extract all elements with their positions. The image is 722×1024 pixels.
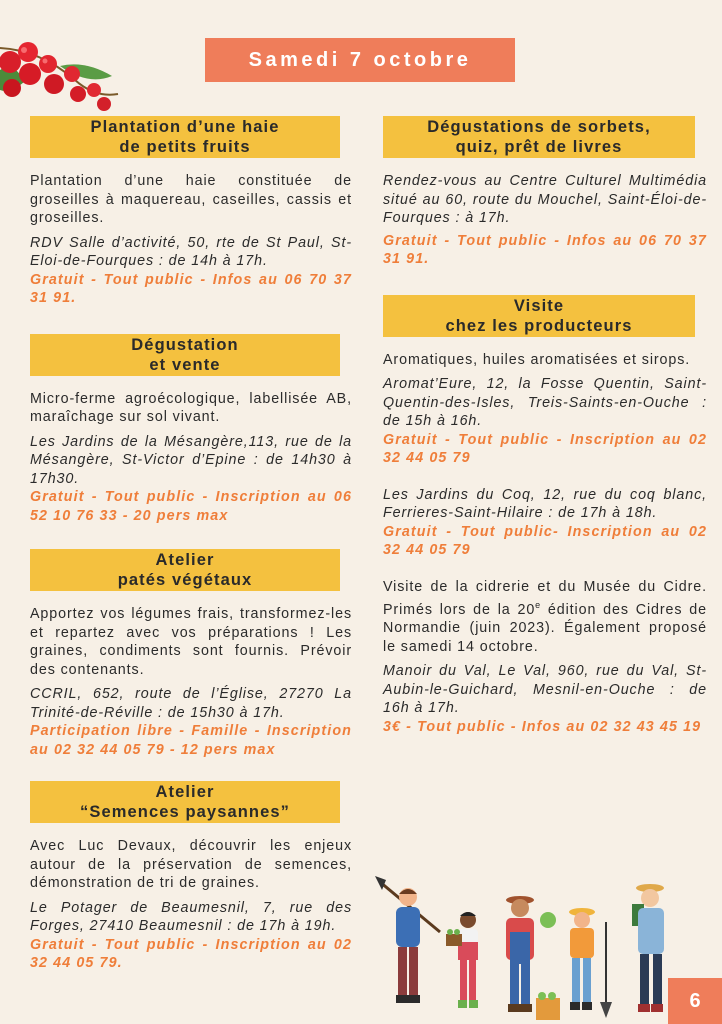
- event-description: Aromatiques, huiles aromatisées et sirops.: [383, 351, 691, 368]
- event-description: [383, 578, 707, 657]
- event-visite-producteurs: [383, 295, 707, 468]
- heading-line1: Atelier: [155, 783, 215, 801]
- farmer-with-basket-icon: [446, 912, 478, 1008]
- heading-line2: de petits fruits: [119, 138, 251, 156]
- event-location: Le Potager de Beaumesnil, 7, rue des Forges, 27410 Beaumesnil : de 17h à 19h.: [30, 899, 352, 934]
- event-description: Micro-ferme agroécologique, labellisée AB, maraîchage sur sol vivant.: [30, 390, 352, 425]
- event-info: Gratuit - Tout public - Infos au 06 70 37 31 91.: [383, 232, 707, 267]
- event-location: Rendez-vous au Centre Culturel Multimédia situé au 60, route du Mouchel, Saint-Éloi-de-Fourques : à 17h.: [383, 173, 707, 226]
- event-description: Plantation d’une haie constituée de groseilles à maquereau, caseilles, cassis et groseilles.: [30, 173, 352, 226]
- farmer-with-backpack-icon: [632, 884, 664, 1012]
- event-pates-vegetaux: [30, 549, 352, 759]
- heading-line2: patés végétaux: [117, 571, 253, 589]
- event-location: CCRIL, 652, route de l’Église, 27270 La Trinité-de-Réville : de 15h30 à 17h.: [30, 686, 352, 721]
- desc-part1: Visite de la cidrerie et du Musée du Cidre. Primés lors de la 20: [383, 578, 707, 618]
- heading-line2: quiz, prêt de livres: [455, 138, 623, 156]
- event-heading: [383, 116, 695, 158]
- event-heading: [30, 116, 340, 158]
- event-description: Avec Luc Devaux, découvrir les enjeux autour de la préservation de semences, démonstration de tri de graines.: [30, 838, 352, 891]
- event-plantation: [30, 116, 352, 308]
- heading-line1: Plantation d’une haie: [90, 118, 280, 136]
- right-column: [383, 116, 707, 736]
- event-heading: [30, 781, 340, 823]
- event-heading: [383, 295, 695, 337]
- event-info: Gratuit - Tout public - Inscription au 02 32 44 05 79: [383, 431, 707, 466]
- event-location: Les Jardins du Coq, 12, rue du coq blanc, Ferrieres-Saint-Hilaire : de 17h à 18h.: [383, 486, 707, 521]
- event-location: Aromat’Eure, 12, la Fosse Quentin, Saint-Quentin-des-Isles, Treis-Saints-en-Ouche : de 15h à 16h.: [383, 376, 707, 429]
- event-heading: [30, 549, 340, 591]
- event-info: Gratuit - Tout public - Inscription au 06 52 10 76 33 - 20 pers max: [30, 489, 352, 524]
- superscript-e: e: [535, 600, 542, 610]
- left-column: [30, 116, 352, 973]
- event-jardins-du-coq: [383, 486, 707, 560]
- heading-line1: Visite: [513, 296, 565, 315]
- page-number: 6: [668, 978, 722, 1024]
- event-info: Gratuit - Tout public - Inscription au 02 32 44 05 79.: [30, 936, 352, 971]
- event-info: Gratuit - Tout public - Infos au 06 70 37 31 91.: [30, 271, 352, 306]
- event-location: Les Jardins de la Mésangère,113, rue de la Mésangère, St-Victor d’Epine : de 14h30 à 17h30.: [30, 433, 352, 487]
- event-location: Manoir du Val, Le Val, 960, rue du Val, St-Aubin-le-Guichard, Mesnil-en-Ouche : de 16h à 17h.: [383, 663, 707, 717]
- event-cidrerie: [383, 578, 707, 737]
- event-info: 3€ - Tout public - Infos au 02 32 43 45 19: [383, 718, 702, 735]
- event-semences: [30, 781, 352, 973]
- farmer-with-pitchfork-icon: [569, 908, 612, 1018]
- redcurrant-illustration: [0, 30, 125, 120]
- heading-line2: chez les producteurs: [445, 316, 633, 335]
- heading-line2: et vente: [149, 355, 221, 374]
- desc-part2: édition des Cidres de Normandie (juin 2023). Également proposé le samedi 14 octobre.: [383, 601, 707, 655]
- heading-line1: Atelier: [155, 551, 215, 569]
- event-location: RDV Salle d’activité, 50, rte de St Paul, St-Eloi-de-Fourques : de 14h à 17h.: [30, 234, 352, 269]
- event-degustation: [30, 334, 352, 526]
- event-info: Gratuit - Tout public- Inscription au 02 32 44 05 79: [383, 523, 707, 558]
- event-sorbets: [383, 116, 707, 269]
- farmer-with-shovel-icon: [375, 876, 440, 1003]
- date-banner: Samedi 7 octobre: [205, 38, 515, 82]
- heading-line2: “Semences paysannes”: [79, 803, 291, 821]
- heading-line1: Dégustation: [131, 335, 239, 354]
- event-heading: [30, 334, 340, 376]
- event-info: Participation libre - Famille - Inscription au 02 32 44 05 79 - 12 pers max: [30, 723, 352, 758]
- vegetable-crate-icon: [536, 992, 560, 1020]
- farmers-illustration: [370, 872, 680, 1024]
- event-description: Apportez vos légumes frais, transformez-les et repartez avec vos préparations ! Les graines, condiments sont fournis. Prévoir des contenants.: [30, 606, 352, 678]
- heading-line1: Dégustations de sorbets,: [427, 118, 651, 136]
